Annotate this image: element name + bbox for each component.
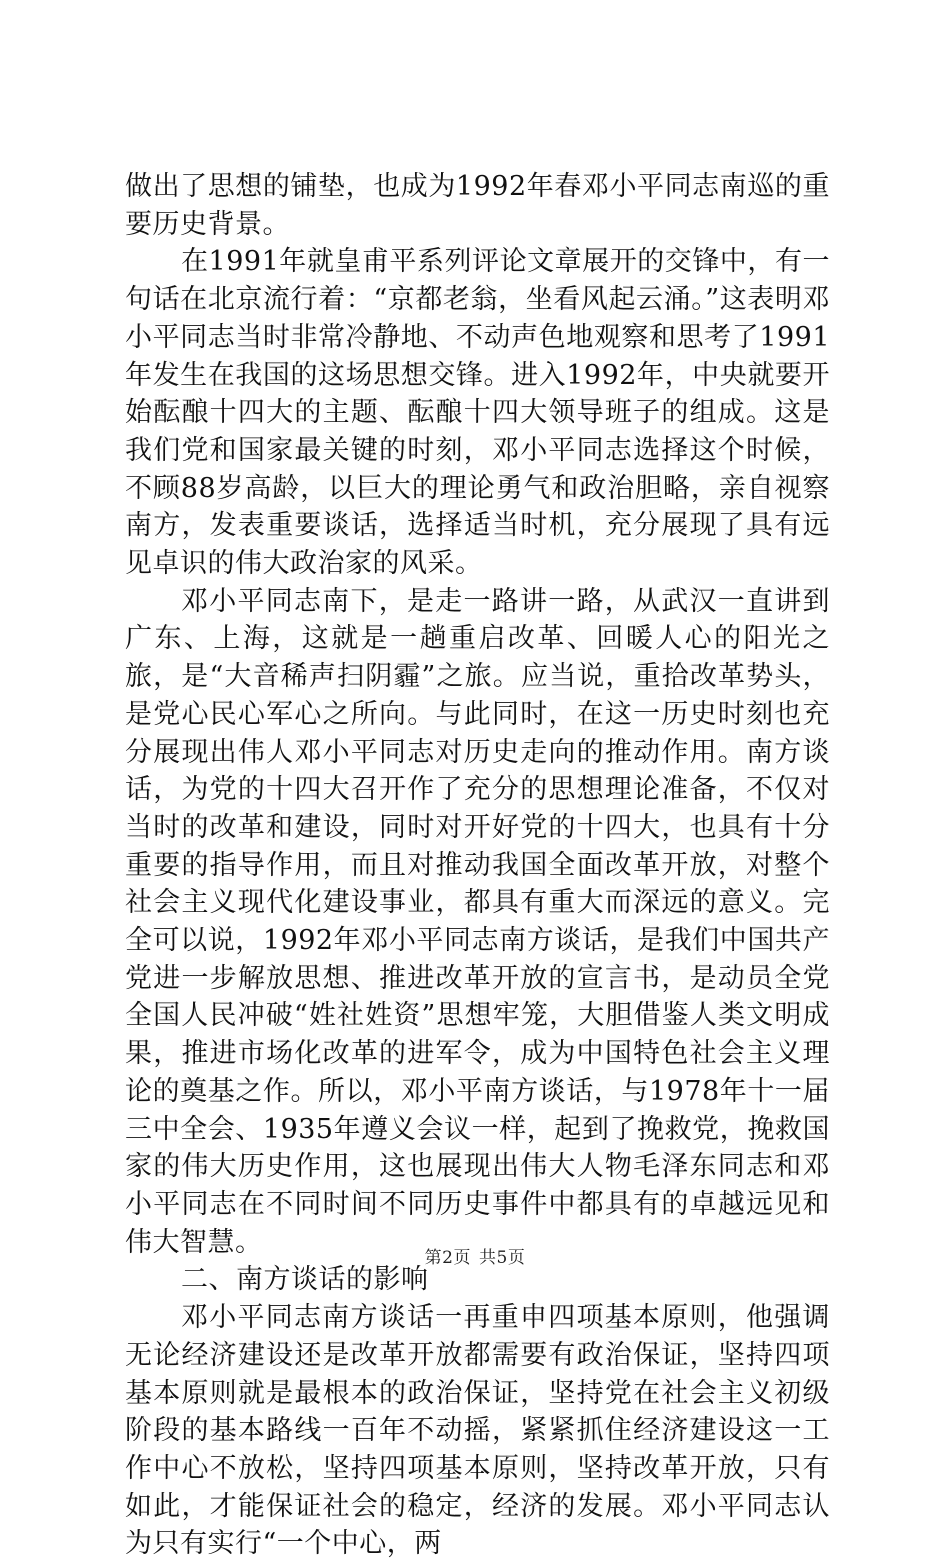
paragraph-3: 邓小平同志南下，是走一路讲一路，从武汉一直讲到广东、上海，这就是一趟重启改革、回暖人心的阳光之旅，是“大音稀声扫阴霾”之旅。应当说，重拾改革势头，是党心民心军心之所向。与此同时，在这一历史时刻也充分展现出伟人邓小平同志对历史走向的推动作用。南方谈话，为党的十四大召开作了充分的思想理论准备，不仅对当时的改革和建设，同时对开好党的十四大，也具有十分重要的指导作用，而且对推动我国全面改革开放，对整个社会主义现代化建设事业，都具有重大而深远的意义。完全可以说，1992年邓小平同志南方谈话，是我们中国共产党进一步解放思想、推进改革开放的宣言书，是动员全党全国人民冲破“姓社姓资”思想牢笼，大胆借鉴人类文明成果，推进市场化改革的进军令，成为中国特色社会主义理论的奠基之作。所以，邓小平南方谈话，与1978年十一届三中全会、1935年遵义会议一样，起到了挽救党，挽救国家的伟大历史作用，这也展现出伟大人物毛泽东同志和邓小平同志在不同时间不同历史事件中都具有的卓越远见和伟大智慧。 (125, 585, 830, 1258)
paragraph-4: 邓小平同志南方谈话一再重申四项基本原则，他强调无论经济建设还是改革开放都需要有政治保证，坚持四项基本原则就是最根本的政治保证，坚持党在社会主义初级阶段的基本路线一百年不动摇，紧紧抓住经济建设这一工作中心不放松，坚持四项基本原则，坚持改革开放，只有如此，才能保证社会的稳定，经济的发展。邓小平同志认为只有实行“一个中心，两 (125, 1302, 830, 1560)
page-number: 第2页 (424, 1248, 471, 1268)
paragraph-2: 在1991年就皇甫平系列评论文章展开的交锋中，有一句话在北京流行着：“京都老翁，坐看风起云涌。”这表明邓小平同志当时非常冷静地、不动声色地观察和思考了1991年发生在我国的这场思想交锋。进入1992年，中央就要开始酝酿十四大的主题、酝酿十四大领导班子的组成。这是我们党和国家最关键的时刻，邓小平同志选择这个时候，不顾88岁高龄，以巨大的理论勇气和政治胆略，亲自视察南方，发表重要谈话，选择适当时机，充分展现了具有远见卓识的伟大政治家的风采。 (125, 246, 830, 580)
paragraph-1: 做出了思想的铺垫，也成为1992年春邓小平同志南巡的重要历史背景。 (125, 171, 830, 240)
document-body (125, 168, 830, 1563)
page-footer (0, 1243, 950, 1268)
section-heading: 二、南方谈话的影响 (181, 1264, 429, 1296)
page-total: 共5页 (479, 1248, 526, 1268)
